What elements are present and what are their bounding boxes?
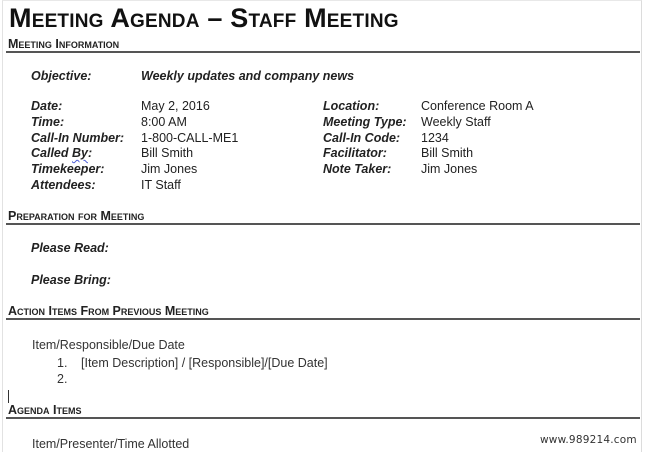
attendees-label: Attendees:: [31, 178, 96, 192]
action-item-number: 2.: [57, 372, 68, 386]
document-page[interactable]: [2, 0, 642, 452]
date-label: Date:: [31, 99, 63, 113]
section-header-meeting-information: Meeting Information: [8, 37, 120, 51]
time-value[interactable]: 8:00 AM: [141, 115, 187, 129]
note-taker-value[interactable]: Jim Jones: [421, 162, 478, 176]
note-taker-label: Note Taker:: [323, 162, 392, 176]
called-by-value[interactable]: Bill Smith: [141, 146, 194, 160]
called-by-label: [31, 146, 92, 160]
timekeeper-value[interactable]: Jim Jones: [141, 162, 198, 176]
call-in-number-label: Call-In Number:: [31, 131, 125, 145]
watermark-text: www.989214.com: [540, 434, 637, 446]
document-title: Meeting Agenda – Staff Meeting: [9, 3, 399, 33]
section-divider: [6, 318, 640, 320]
meeting-type-label: Meeting Type:: [323, 115, 407, 129]
section-divider: [6, 417, 640, 419]
action-item-text[interactable]: [Item Description] / [Responsible]/[Due Date]: [81, 356, 328, 370]
call-in-number-value[interactable]: 1-800-CALL-ME1: [141, 131, 239, 145]
please-bring-label: Please Bring:: [31, 273, 111, 287]
spellcheck-flagged-word[interactable]: By: [72, 146, 88, 160]
section-header-action-items: Action Items From Previous Meeting: [8, 304, 209, 318]
section-header-agenda-items: Agenda Items: [8, 403, 82, 417]
meeting-type-value[interactable]: Weekly Staff: [421, 115, 491, 129]
location-label: Location:: [323, 99, 380, 113]
timekeeper-label: Timekeeper:: [31, 162, 105, 176]
time-label: Time:: [31, 115, 65, 129]
section-header-preparation: Preparation for Meeting: [8, 209, 145, 223]
agenda-items-subheading: Item/Presenter/Time Allotted: [32, 437, 190, 451]
called-by-label-prefix: Called: [31, 146, 72, 160]
text-cursor: [8, 390, 9, 403]
called-by-label-suffix: :: [87, 146, 93, 160]
facilitator-value[interactable]: Bill Smith: [421, 146, 474, 160]
call-in-code-value[interactable]: 1234: [421, 131, 449, 145]
action-items-subheading: Item/Responsible/Due Date: [32, 338, 185, 352]
date-value[interactable]: May 2, 2016: [141, 99, 210, 113]
location-value[interactable]: Conference Room A: [421, 99, 534, 113]
action-item-number: 1.: [57, 356, 68, 370]
facilitator-label: Facilitator:: [323, 146, 387, 160]
call-in-code-label: Call-In Code:: [323, 131, 401, 145]
please-read-label: Please Read:: [31, 241, 109, 255]
section-divider: [6, 51, 640, 53]
objective-label: Objective:: [31, 69, 92, 83]
section-divider: [6, 223, 640, 225]
objective-value[interactable]: Weekly updates and company news: [141, 69, 355, 83]
attendees-value[interactable]: IT Staff: [141, 178, 181, 192]
